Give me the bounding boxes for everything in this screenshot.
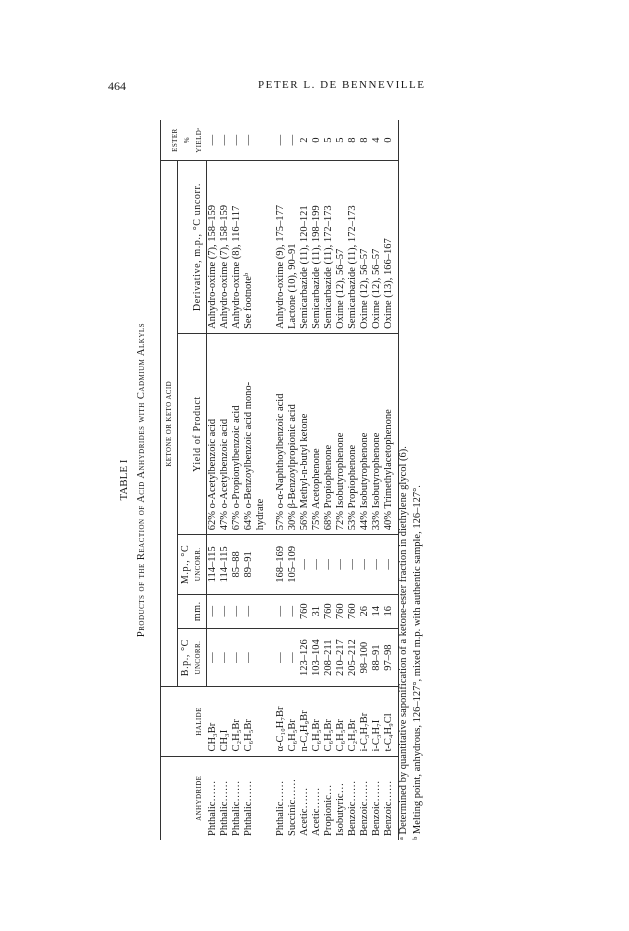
anhydride-cell: Phthalic…… (267, 756, 287, 840)
table-row (359, 120, 371, 840)
product-cell: 67% o-Propionylbenzoic acid (231, 333, 243, 534)
mm-cell (255, 594, 267, 628)
anhydride-cell: Phthalic…… (207, 756, 220, 840)
product-cell: 72% Isobutyrophenone (335, 333, 347, 534)
halide-cell: t-C₄H₉Cl (383, 687, 399, 756)
anhydride-cell: Phthalic…… (243, 756, 255, 840)
bp-cell: — (231, 628, 243, 687)
anhydride-cell: Acetic…… (299, 756, 311, 840)
derivative-cell: Anhydro-oxime (9), 175–177 (267, 161, 287, 334)
product-cell: hydrate (255, 333, 267, 534)
table-row (311, 120, 323, 840)
mm-cell: 14 (371, 594, 383, 628)
derivative-cell (255, 161, 267, 334)
product-cell: 64% o-Benzoylbenzoic acid mono- (243, 333, 255, 534)
anhydride-cell: Phthalic…… (219, 756, 231, 840)
bp-cell: 208–211 (323, 628, 335, 687)
derivative-cell: Anhydro-oxime (7), 158–159 (219, 161, 231, 334)
ester-cell: 0 (383, 120, 399, 161)
halide-cell: C₆H₅Br (335, 687, 347, 756)
table-row (207, 120, 220, 840)
mm-cell: — (207, 594, 220, 628)
page-number: 464 (108, 79, 126, 93)
ester-cell: — (275, 134, 286, 146)
halide-cell: CH₃Br (207, 687, 220, 756)
halide-cell: C₆H₅Br (287, 687, 299, 756)
product-cell: 47% o-Acetylbenzoic acid (219, 333, 231, 534)
mp-cell: — (383, 535, 399, 594)
anhydride-cell: Benzoic…… (347, 756, 359, 840)
bp-cell (255, 628, 267, 687)
product-cell: 44% Isobutyrophenone (359, 333, 371, 534)
table-row (243, 120, 255, 840)
ester-line-3: YIELDᵃ (194, 127, 203, 153)
ester-cell: — (206, 134, 218, 146)
table-row (347, 120, 359, 840)
product-cell: 68% Propiophenone (323, 333, 335, 534)
mp-cell: 114–115 (219, 535, 231, 594)
anhydride-cell (255, 756, 267, 840)
mm-cell: 31 (311, 594, 323, 628)
bp-cell: 103–104 (311, 628, 323, 687)
product-cell: 57% o-α-Naphthoylbenzoic acid (267, 333, 287, 534)
table-row (219, 120, 231, 840)
mm-cell: — (287, 594, 299, 628)
halide-cell: α-C₁₀H₇Br (267, 687, 287, 756)
table-body (207, 120, 399, 840)
bp-label: B.p., °C (180, 639, 191, 677)
bp-cell: 205–212 (347, 628, 359, 687)
anhydride-cell: Benzoic…… (359, 756, 371, 840)
ester-cell: 0 (311, 137, 322, 143)
col-yield: Yield of Product (178, 333, 207, 534)
bp-cell: 123–126 (299, 628, 311, 687)
mm-cell: 26 (359, 594, 371, 628)
bp-cell: 210–217 (335, 628, 347, 687)
col-derivative: Derivative, m.p., °C uncorr. (178, 161, 207, 334)
running-head: PETER L. DE BENNEVILLE (258, 79, 426, 91)
mp-cell: — (347, 535, 359, 594)
bp-cell: — (207, 628, 220, 687)
halide-cell: C₂H₅Br (347, 687, 359, 756)
ester-cell: 5 (323, 137, 334, 143)
table-row (299, 120, 311, 840)
derivative-cell: Semicarbazide (11), 120–121 (299, 161, 311, 334)
col-mp (178, 535, 207, 594)
ester-cell (255, 120, 267, 161)
anhydride-cell: Benzoic…… (371, 756, 383, 840)
derivative-cell: Anhydro-oxime (8), 116–117 (231, 161, 243, 334)
mm-cell: 760 (323, 594, 335, 628)
ester-line-1: ESTER (170, 128, 179, 152)
table-row (231, 120, 243, 840)
derivative-cell: Oxime (13), 166–167 (383, 161, 399, 334)
halide-cell (255, 687, 267, 756)
anhydride-cell: Acetic…… (311, 756, 323, 840)
derivative-cell: Oxime (12), 56–57 (335, 161, 347, 334)
mp-cell: — (299, 535, 311, 594)
col-anhydride: ANHYDRIDE (161, 756, 207, 840)
table-row (255, 120, 267, 840)
product-cell: 30% β-Benzoylpropionic acid (287, 333, 299, 534)
mp-cell: 85–88 (231, 535, 243, 594)
mp-cell: — (371, 535, 383, 594)
derivative-cell: Lactone (10), 90–91 (287, 161, 299, 334)
bp-cell: — (219, 628, 231, 687)
mp-cell (255, 535, 267, 594)
bp-cell: — (267, 628, 287, 687)
mm-cell: — (231, 594, 243, 628)
table-caption: Products of the Reaction of Acid Anhydrides with Cadmium Alkyls (136, 322, 147, 638)
mm-cell: 760 (335, 594, 347, 628)
mp-cell: 114–115 (207, 535, 220, 594)
mp-label: M.p., °C (180, 544, 191, 585)
bp-sub: UNCORR. (194, 640, 202, 675)
derivative-cell: See footnoteᵇ (243, 161, 255, 334)
results-table (160, 120, 399, 840)
mp-sub: UNCORR. (194, 547, 202, 582)
footnote-b: ᵇ Melting point, anhydrous, 126–127°, mixed m.p. with authentic sample, 126–127°. (412, 485, 423, 840)
ester-cell: — (219, 134, 230, 146)
product-cell: 75% Acetophenone (311, 333, 323, 534)
table-row (371, 120, 383, 840)
derivative-cell: Anhydro-oxime (7), 158–159 (207, 161, 220, 334)
bp-cell: — (287, 628, 299, 687)
col-bp (178, 628, 207, 687)
mm-cell: — (267, 594, 287, 628)
ester-cell: — (243, 134, 254, 146)
product-cell: 56% Methyl-n-butyl ketone (299, 333, 311, 534)
mm-cell: — (243, 594, 255, 628)
halide-cell: i-C₃H₇I (371, 687, 383, 756)
col-ester (161, 120, 207, 161)
col-halide: HALIDE (161, 687, 207, 756)
derivative-cell: Semicarbazide (11), 172–173 (323, 161, 335, 334)
halide-cell: n-C₄H₉Br (299, 687, 311, 756)
anhydride-cell: Propionic… (323, 756, 335, 840)
mp-cell: 168–169 (267, 535, 287, 594)
col-group-ketone: KETONE OR KETO ACID (161, 161, 178, 687)
derivative-cell: Oxime (12), 56–57 (371, 161, 383, 334)
table-label: TABLE I (118, 459, 130, 501)
mm-cell: — (219, 594, 231, 628)
mp-cell: 89–91 (243, 535, 255, 594)
derivative-cell: Semicarbazide (11), 172–173 (347, 161, 359, 334)
anhydride-cell: Benzoic…… (383, 756, 399, 840)
product-cell: 53% Propiophenone (347, 333, 359, 534)
halide-cell: CH₃I (219, 687, 231, 756)
col-mm: mm. (178, 594, 207, 628)
bp-cell: 97–98 (383, 628, 399, 687)
halide-cell: C₂H₅Br (231, 687, 243, 756)
ester-cell: 4 (371, 137, 382, 143)
product-cell: 62% o-Acetylbenzoic acid (207, 333, 220, 534)
halide-cell: C₆H₅Br (311, 687, 323, 756)
anhydride-cell: Phthalic…… (231, 756, 243, 840)
mp-cell: — (335, 535, 347, 594)
ester-line-2: % (182, 137, 191, 144)
halide-cell: i-C₃H₇Br (359, 687, 371, 756)
table-row (267, 120, 287, 840)
ester-cell: 8 (359, 137, 370, 143)
ester-cell: — (287, 134, 298, 146)
table-row (287, 120, 299, 840)
mp-cell: 105–109 (287, 535, 299, 594)
mm-cell: 16 (383, 594, 399, 628)
product-cell: 40% Trimethylacetophenone (383, 333, 399, 534)
ester-cell: 8 (347, 137, 358, 143)
bp-cell: 98–100 (359, 628, 371, 687)
halide-cell: C₆H₅Br (323, 687, 335, 756)
mm-cell: 760 (347, 594, 359, 628)
bp-cell: 88–91 (371, 628, 383, 687)
mp-cell: — (323, 535, 335, 594)
footnote-a: ᵃ Determined by quantitative saponification of a ketone-ester fraction in diethylene glycol (6). (398, 446, 409, 840)
ester-cell: 5 (335, 137, 346, 143)
mm-cell: 760 (299, 594, 311, 628)
rotated-table-block (112, 120, 452, 840)
anhydride-cell: Succinic…… (287, 756, 299, 840)
table-row (323, 120, 335, 840)
ester-cell: 2 (299, 137, 310, 143)
mp-cell: — (359, 535, 371, 594)
ester-cell: — (231, 134, 242, 146)
bp-cell: — (243, 628, 255, 687)
derivative-cell: Semicarbazide (11), 198–199 (311, 161, 323, 334)
table-row (383, 120, 399, 840)
mp-cell: — (311, 535, 323, 594)
table-landscape (112, 120, 452, 840)
halide-cell: C₆H₅Br (243, 687, 255, 756)
anhydride-cell: Isobutyric… (335, 756, 347, 840)
table-row (335, 120, 347, 840)
product-cell: 33% Isobutyrophenone (371, 333, 383, 534)
derivative-cell: Oxime (12), 56–57 (359, 161, 371, 334)
